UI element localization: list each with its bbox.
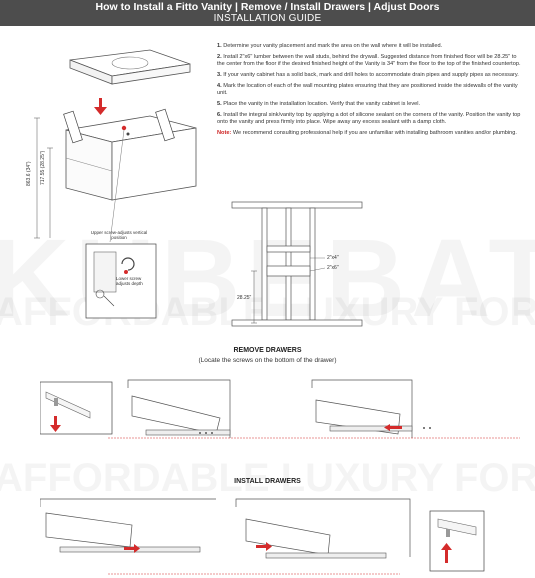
step-4: 4. Mark the location of each of the wall mounting plates ensuring that they are positioned inside the sidewalls of the vanity unit.: [217, 83, 518, 97]
upper-screw-label: Upper screw-adjusts vertical position: [90, 230, 148, 241]
stud-diagram: [222, 196, 382, 328]
remove-drawers-figures: [40, 378, 510, 440]
note: Note: We recommend consulting professional help if you are unfamiliar with installing bathroom vanities and/or plumbing.: [217, 130, 517, 137]
step-2: 2. Install 2"x6" lumber between the wall studs, behind the drywall. Suggested distance from finished floor will be 28.25" to the center from the floor if the desired finished height of the Vanity is 34" from the floor to the top of the finished countertop.: [217, 54, 521, 67]
step-5: 5. Place the vanity in the installation location. Verify that the vanity cabinet is level.: [217, 101, 421, 108]
stud-label-2x4: 2"x4": [327, 255, 339, 261]
page-subtitle: INSTALLATION GUIDE: [213, 13, 322, 24]
install-drawers-baseline: [0, 572, 535, 576]
step-6: 6. Install the integral sink/vanity top by applying a dot of silicone sealant on the corners of the vanity. Position the vanity top onto the vanity and press firmly into place. Wipe away any excess sealant with a damp cloth.: [217, 112, 521, 126]
page-header: [0, 0, 535, 26]
install-drawers-figures: [40, 497, 510, 577]
step-1: 1. Determine your vanity placement and mark the area on the wall where it will be installed.: [217, 43, 443, 49]
stud-label-2x6: 2"x6": [327, 265, 339, 271]
dim-cabinet-label: 717.55 (28.25"): [40, 150, 46, 185]
lower-screw-label: Lower screw adjusts depth: [116, 276, 143, 287]
remove-drawers-title: REMOVE DRAWERS: [233, 347, 302, 354]
remove-drawers-subtitle: (Locate the screws on the bottom of the drawer): [198, 357, 337, 364]
instruction-steps: [217, 43, 523, 142]
remove-drawers-baseline: [0, 436, 535, 440]
install-drawers-title: INSTALL DRAWERS: [234, 478, 301, 485]
page-title: How to Install a Fitto Vanity | Remove / Install Drawers | Adjust Doors: [95, 1, 440, 13]
stud-label-height: 28.25": [237, 295, 252, 301]
step-3: 3. If your vanity cabinet has a solid back, mark and drill holes to accommodate drain pipes and supply pipes as necessary.: [217, 72, 519, 79]
dim-total-label: 863.6 (34"): [26, 161, 32, 186]
